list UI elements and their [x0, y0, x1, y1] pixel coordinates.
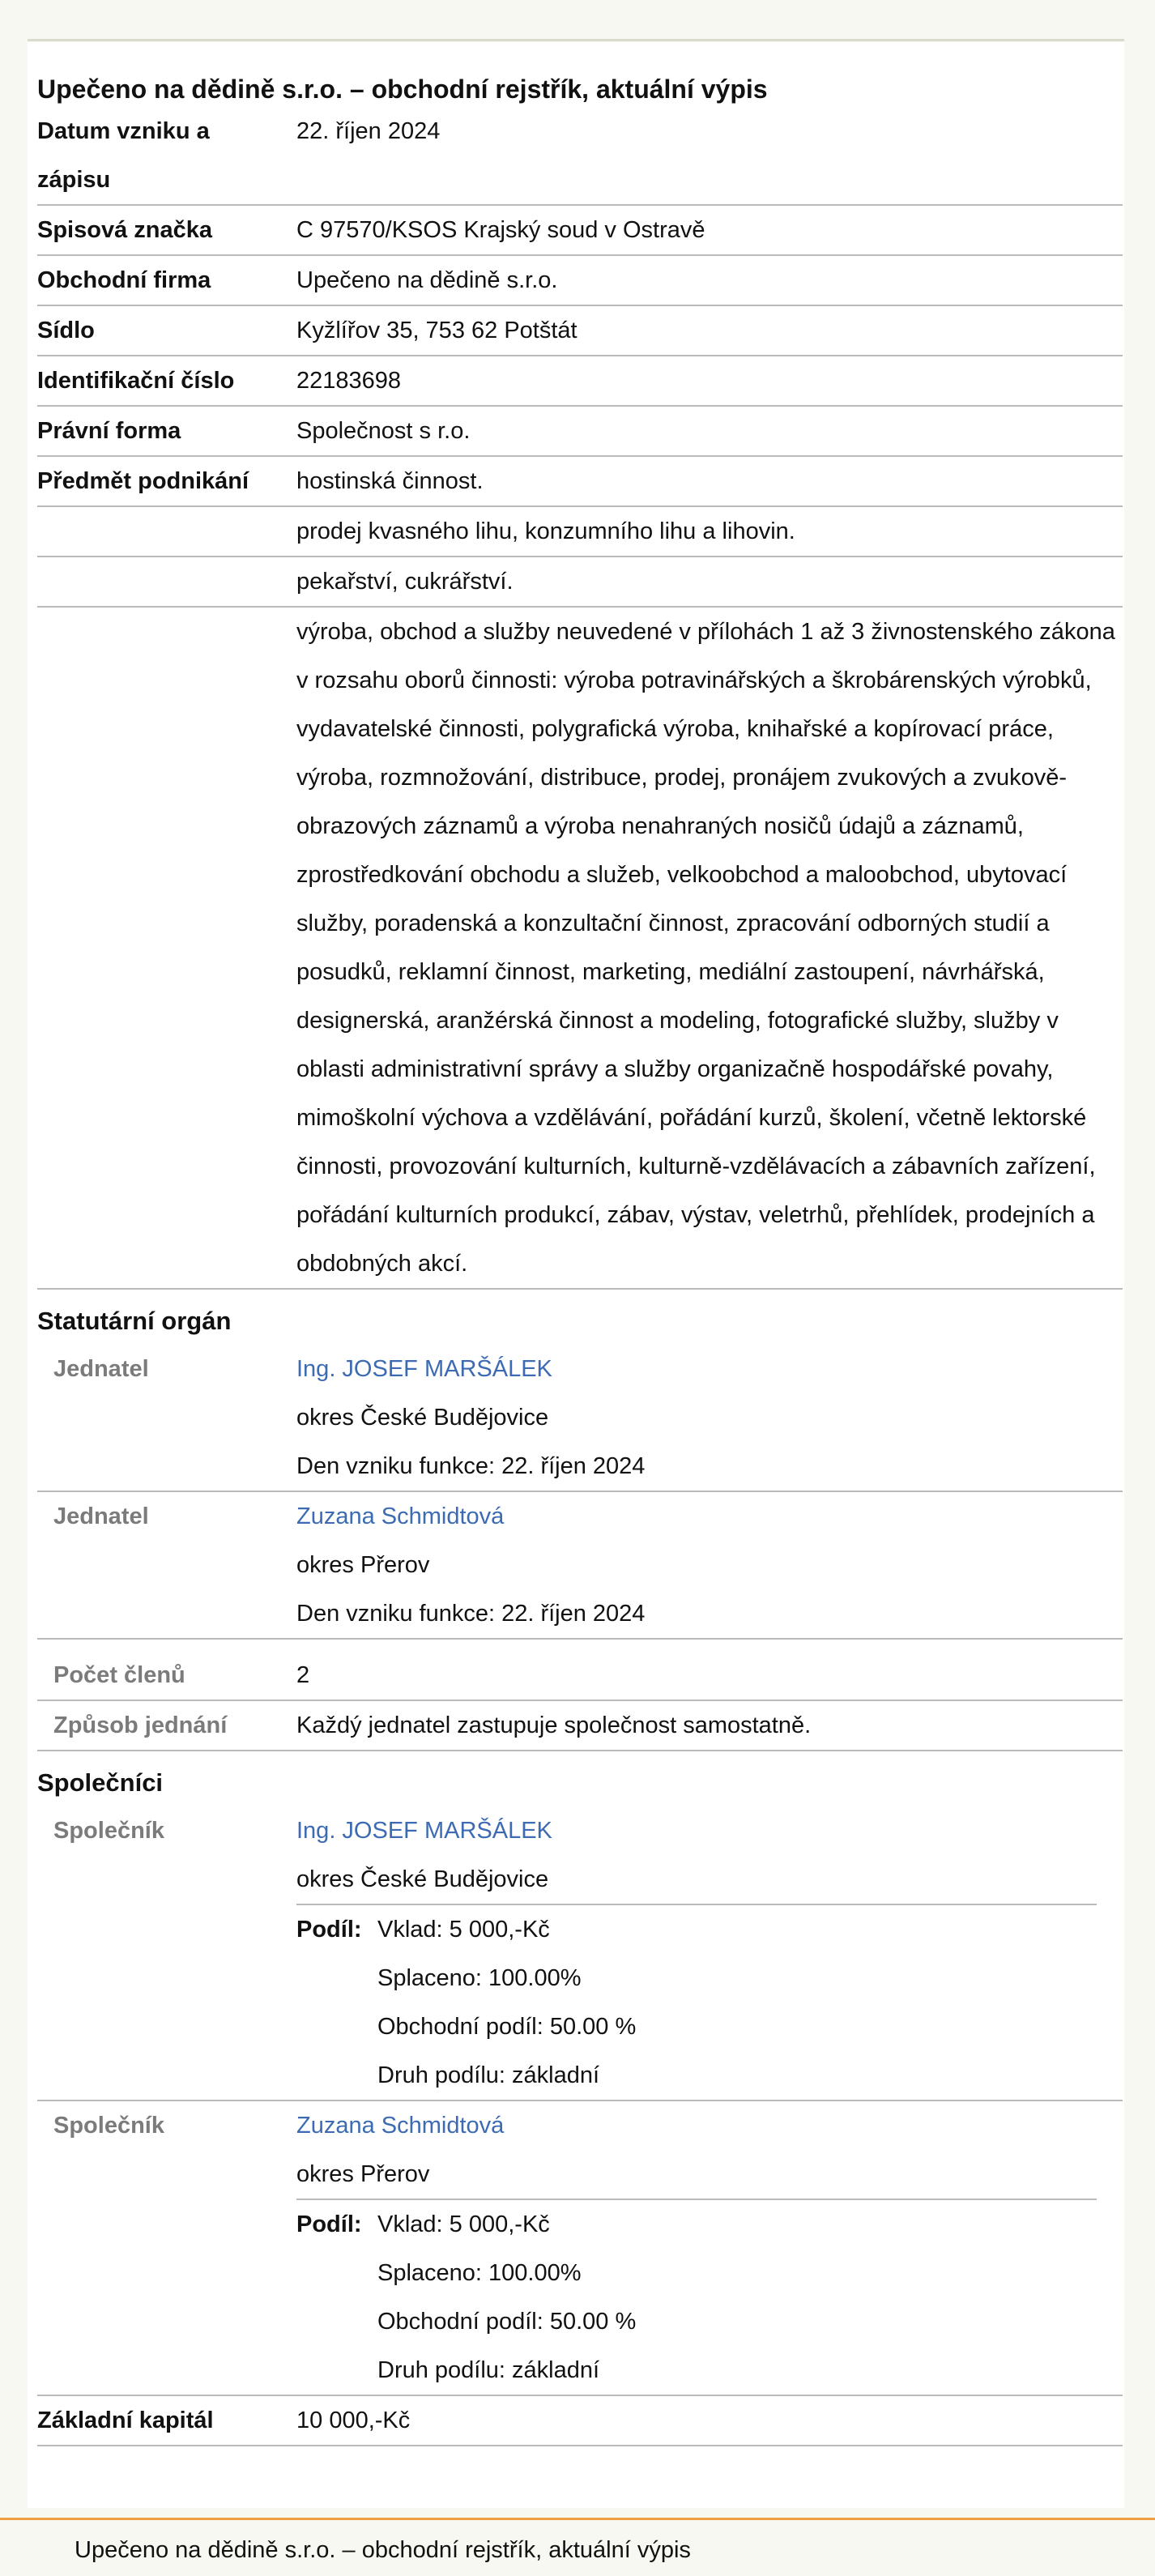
value-zakladni-kapital: 10 000,-Kč: [296, 2395, 1123, 2446]
label-datum-line1: Datum vzniku a: [37, 118, 210, 144]
register-extract: [37, 71, 1123, 2446]
row-pravni-forma: [37, 406, 1123, 456]
label-spisova-znacka: Spisová značka: [37, 205, 296, 255]
person-link[interactable]: Zuzana Schmidtová: [296, 2113, 505, 2139]
section-heading: Statutární orgán: [37, 1307, 232, 1335]
person-den-vzniku: Den vzniku funkce: 22. říjen 2024: [296, 1601, 646, 1627]
footer-divider: [0, 2518, 1155, 2520]
label-zpusob-jednani: Způsob jednání: [37, 1700, 296, 1751]
person-okres: okres České Budějovice: [296, 1405, 549, 1431]
value-pravni-forma: Společnost s r.o.: [296, 406, 1123, 456]
top-divider: [28, 39, 1124, 41]
value-zpusob-jednani: Každý jednatel zastupuje společnost samostatně.: [296, 1700, 1123, 1751]
row-jednatel-2: [37, 1491, 1123, 1639]
predmet-item: pekařství, cukrářství.: [296, 557, 1123, 607]
podil-splaceno: Splaceno: 100.00%: [377, 2260, 582, 2286]
label-jednatel: Jednatel: [37, 1491, 296, 1639]
podil-block: [296, 2199, 1097, 2395]
register-extract-card: [28, 42, 1124, 2508]
label-pravni-forma: Právní forma: [37, 406, 296, 456]
person-link[interactable]: Zuzana Schmidtová: [296, 1503, 505, 1529]
row-predmet-4: [37, 607, 1123, 1289]
podil-label: Podíl:: [296, 2211, 362, 2237]
person-okres: okres České Budějovice: [296, 1866, 549, 1892]
row-ico: [37, 356, 1123, 406]
label-obchodni-firma: Obchodní firma: [37, 255, 296, 305]
row-predmet-2: [37, 506, 1123, 557]
section-statutarni-organ: [37, 1289, 1123, 1345]
label-zakladni-kapital: Základní kapitál: [37, 2395, 296, 2446]
podil-label: Podíl:: [296, 1917, 362, 1943]
row-spolecnik-2: [37, 2100, 1123, 2395]
row-predmet-1: [37, 456, 1123, 506]
row-obchodni-firma: [37, 255, 1123, 305]
register-table: [37, 107, 1123, 2446]
footer-title: Upečeno na dědině s.r.o. – obchodní rejstřík, aktuální výpis: [75, 2537, 691, 2563]
person-link[interactable]: Ing. JOSEF MARŠÁLEK: [296, 1356, 552, 1382]
label-predmet-podnikani: Předmět podnikání: [37, 456, 296, 506]
podil-splaceno: Splaceno: 100.00%: [377, 1965, 582, 1991]
row-spisova-znacka: [37, 205, 1123, 255]
value-ico: 22183698: [296, 356, 1123, 406]
podil-druh: Druh podílu: základní: [377, 2062, 600, 2088]
value-datum-vzniku: 22. říjen 2024: [296, 107, 1123, 205]
label-pocet-clenu: Počet členů: [37, 1639, 296, 1700]
label-ico: Identifikační číslo: [37, 356, 296, 406]
row-zakladni-kapital: [37, 2395, 1123, 2446]
row-jednatel-1: [37, 1345, 1123, 1491]
row-predmet-3: [37, 557, 1123, 607]
row-spolecnik-1: [37, 1806, 1123, 2100]
value-sidlo: Kyžlířov 35, 753 62 Potštát: [296, 305, 1123, 356]
podil-vklad: Vklad: 5 000,-Kč: [377, 1917, 550, 1943]
value-spisova-znacka: C 97570/KSOS Krajský soud v Ostravě: [296, 205, 1123, 255]
label-spolecnik: Společník: [37, 1806, 296, 2100]
row-datum-vzniku: [37, 107, 1123, 205]
person-okres: okres Přerov: [296, 1552, 430, 1578]
value-pocet-clenu: 2: [296, 1639, 1123, 1700]
section-heading: Společníci: [37, 1768, 164, 1797]
podil-block: [296, 1904, 1097, 2100]
row-zpusob-jednani: [37, 1700, 1123, 1751]
person-link[interactable]: Ing. JOSEF MARŠÁLEK: [296, 1818, 552, 1844]
label-jednatel: Jednatel: [37, 1345, 296, 1491]
section-spolecnici: [37, 1751, 1123, 1806]
podil-obchodni: Obchodní podíl: 50.00 %: [377, 2309, 637, 2335]
predmet-item: hostinská činnost.: [296, 456, 1123, 506]
row-sidlo: [37, 305, 1123, 356]
podil-obchodni: Obchodní podíl: 50.00 %: [377, 2014, 637, 2040]
value-obchodni-firma: Upečeno na dědině s.r.o.: [296, 255, 1123, 305]
page-title: Upečeno na dědině s.r.o. – obchodní rejstřík, aktuální výpis: [37, 75, 768, 104]
predmet-item: prodej kvasného lihu, konzumního lihu a lihovin.: [296, 506, 1123, 557]
label-datum-line2: zápisu: [37, 167, 111, 193]
person-den-vzniku: Den vzniku funkce: 22. říjen 2024: [296, 1453, 646, 1479]
label-spolecnik: Společník: [37, 2100, 296, 2395]
predmet-item: výroba, obchod a služby neuvedené v přílohách 1 až 3 živnostenského zákona v rozsahu oborů činnosti: výroba potravinářských a škrobárenských výrobků, vydavatelské činnosti, polygrafická výroba, knihařské a kopírovací práce, výroba, rozmnožování, distribuce, prodej, pronájem zvukových a zvukově-obrazových záznamů a výroba nenahraných nosičů údajů a záznamů, zprostředkování obchodu a služeb, velkoobchod a maloobchod, ubytovací služby, poradenská a konzultační činnost, zpracování odborných studií a posudků, reklamní činnost, marketing, mediální zastoupení, návrhářská, designerská, aranžérská činnost a modeling, fotografické služby, služby v oblasti administrativní správy a služby organizačně hospodářské povahy, mimoškolní výchova a vzdělávání, pořádání kurzů, školení, včetně lektorské činnosti, provozování kulturních, kulturně-vzdělávacích a zábavních zařízení, pořádání kulturních produkcí, zábav, výstav, veletrhů, přehlídek, prodejních a obdobných akcí.: [296, 607, 1123, 1289]
podil-vklad: Vklad: 5 000,-Kč: [377, 2211, 550, 2237]
label-sidlo: Sídlo: [37, 305, 296, 356]
person-okres: okres Přerov: [296, 2161, 430, 2187]
row-pocet-clenu: [37, 1639, 1123, 1700]
label-datum-vzniku: [37, 107, 296, 205]
podil-druh: Druh podílu: základní: [377, 2357, 600, 2383]
